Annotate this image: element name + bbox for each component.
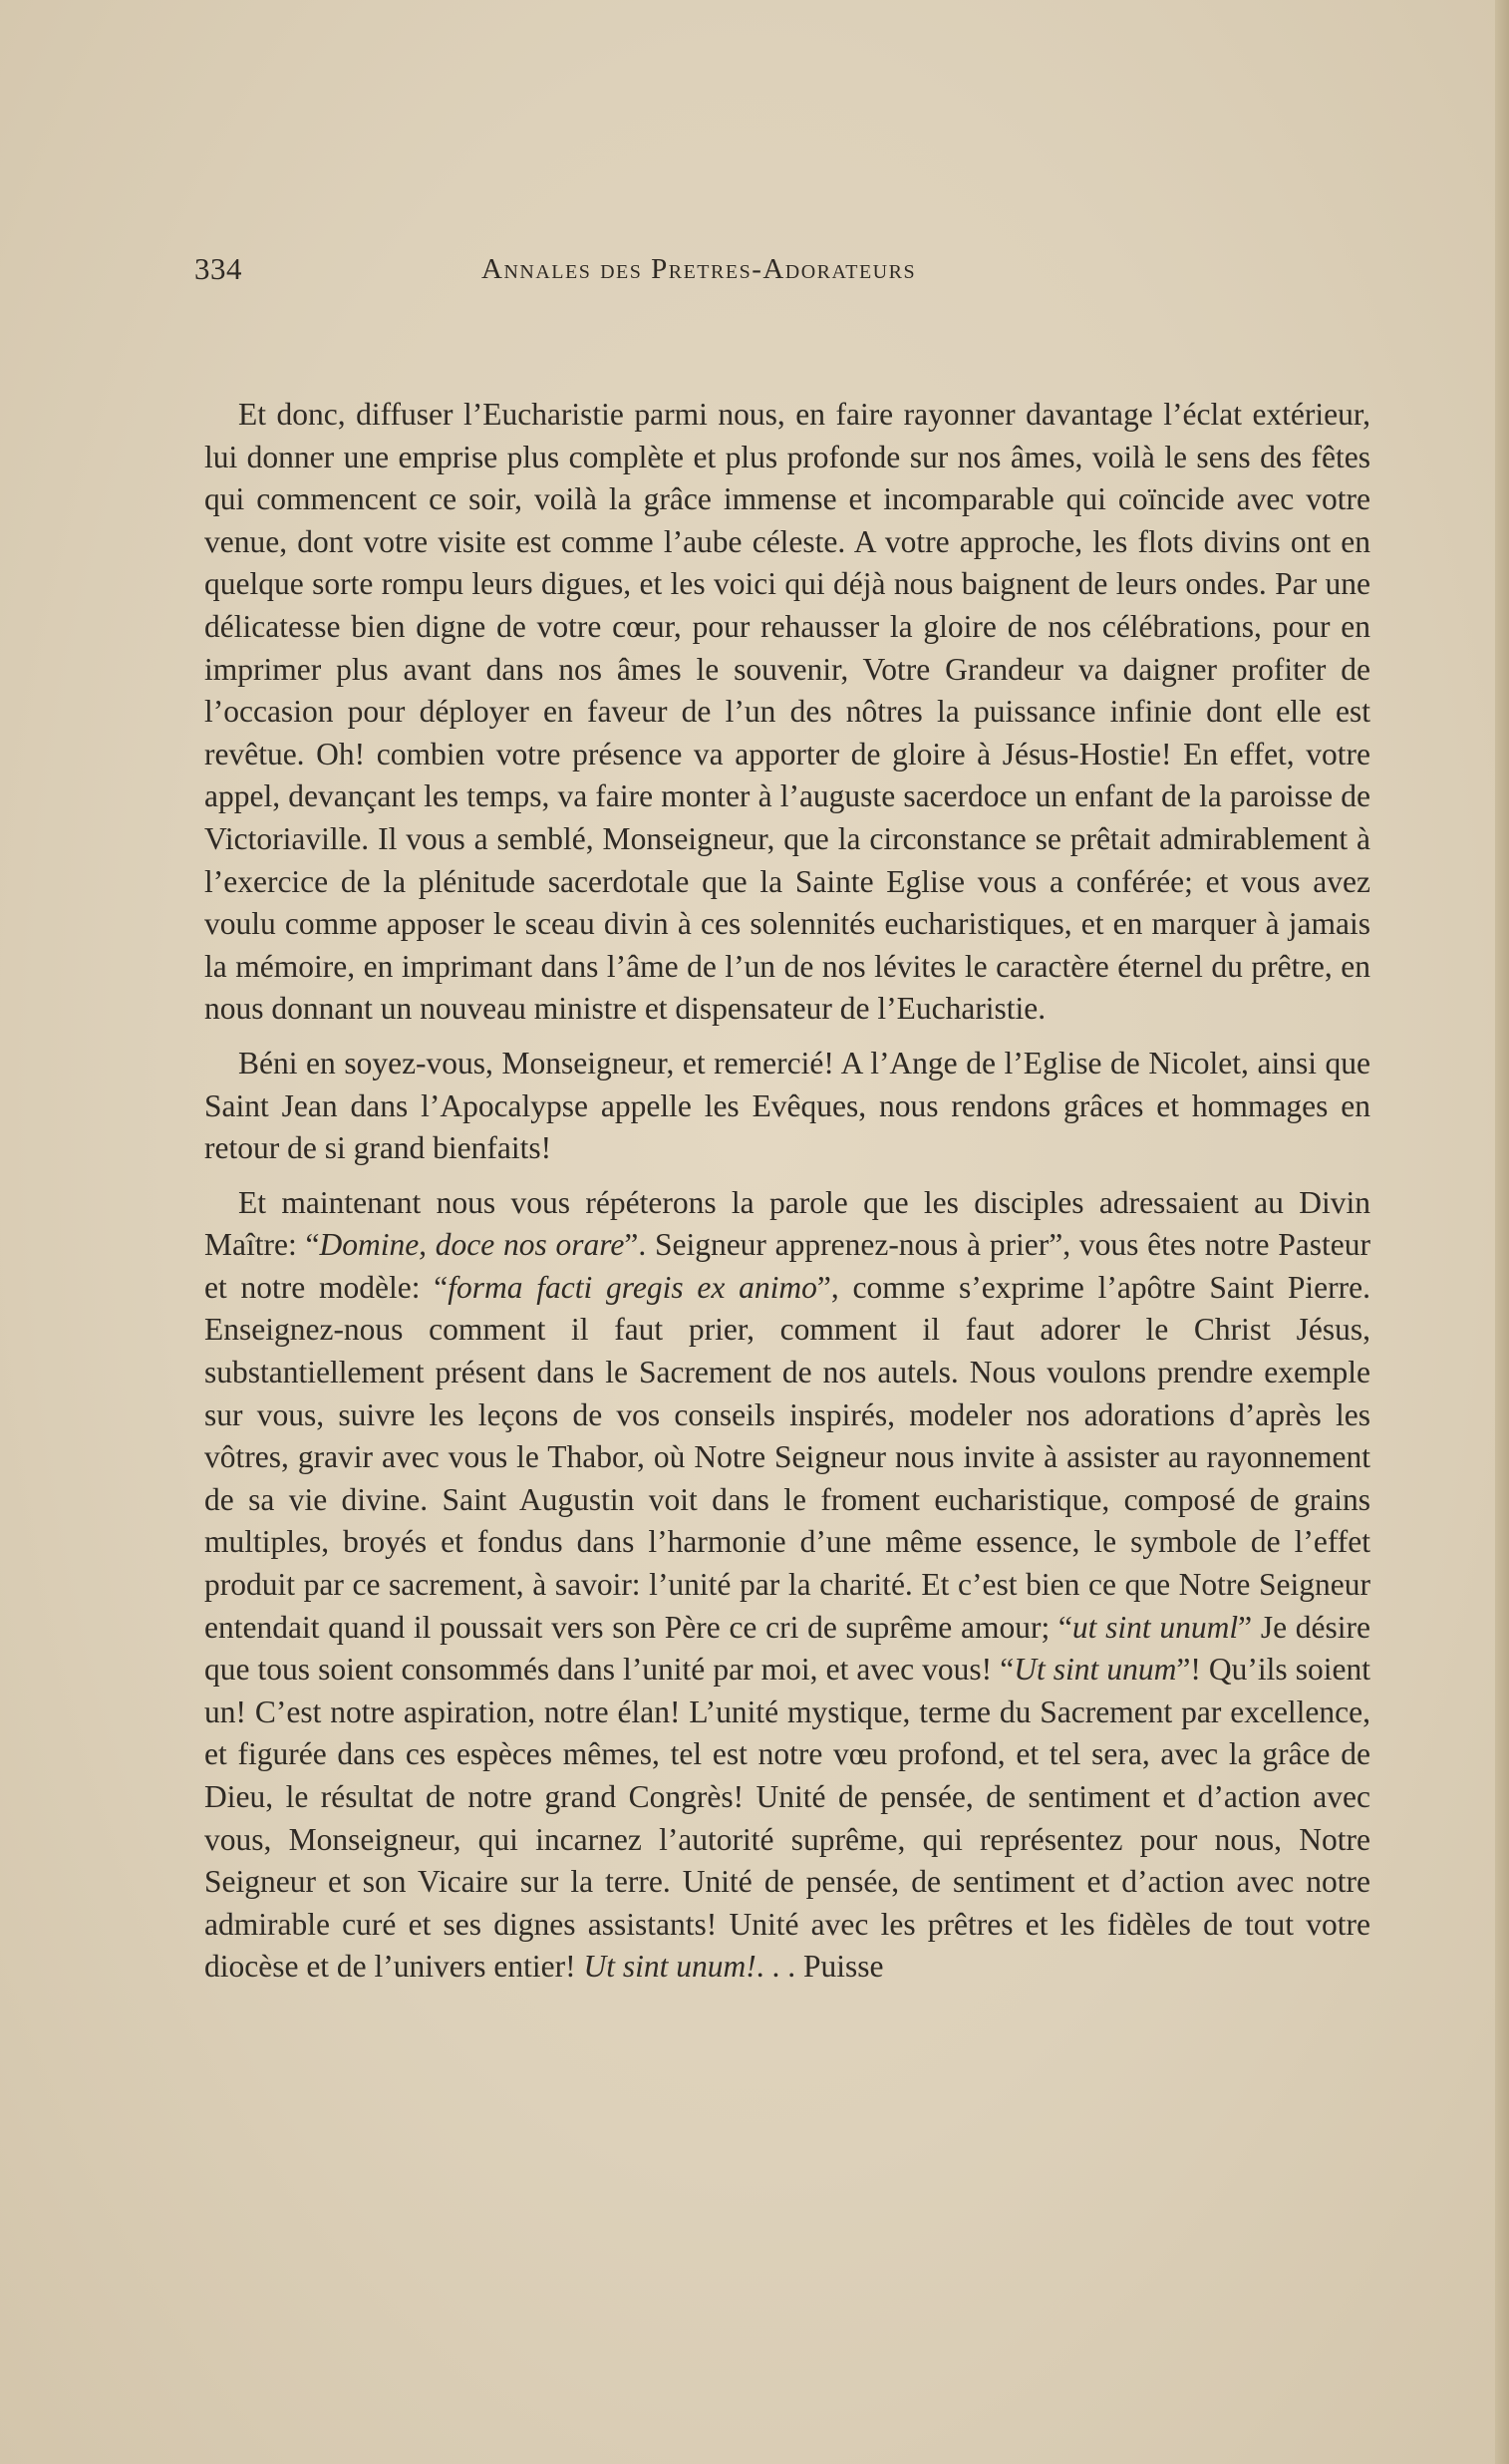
latin-quote-ut-sint-1: ut sint unuml — [1071, 1609, 1239, 1645]
paragraph-1: Et donc, diffuser l’Eucharistie parmi nous, en faire rayonner davantage l’éclat extérieur, lui donner une emprise plus complète et plus profonde sur nos âmes, voilà le sens des fêtes qui commencent ce soir, voilà la grâce immense et incomparable qui coïncide avec votre venue, dont votre visite est comme l’aube céleste. A votre approche, les flots divins ont en quelque sorte rompu leurs digues, et les voici qui déjà nous baignent de leurs ondes. Par une délicatesse bien digne de votre cœur, pour rehausser la gloire de nos célébrations, pour en imprimer plus avant dans nos âmes le souvenir, Votre Grandeur va daigner profiter de l’occasion pour déployer en faveur de l’un des nôtres la puissance infinie dont elle est revêtue. Oh! combien votre présence va apporter de gloire à Jésus-Hostie! En effet, votre appel, devançant les temps, va faire monter à l’auguste sacerdoce un enfant de la paroisse de Victoriaville. Il vous a semblé, Monseigneur, que la circonstance se prêtait admirablement à l’exercice de la plénitude sacerdotale que la Sainte Eglise vous a conférée; et vous avez voulu comme apposer le sceau divin à ces solennités eucharistiques, et en marquer à jamais la mémoire, en imprimant dans l’âme de l’un de nos lévites le caractère éternel du prêtre, en nous donnant un nouveau ministre et dispensateur de l’Eucharistie. — [204, 397, 1370, 1027]
latin-quote-ut-sint-2: Ut sint unum — [1014, 1652, 1177, 1688]
latin-quote-domine: Domine, doce nos orare — [319, 1227, 625, 1263]
latin-quote-ut-sint-3: Ut sint unum! — [583, 1949, 756, 1985]
paragraph-2: Béni en soyez-vous, Monseigneur, et remercié! A l’Ange de l’Eglise de Nicolet, ainsi que Saint Jean dans l’Apocalypse appelle les Evêques, nous rendons grâces et hommages en retour de si grand bienfaits! — [204, 1045, 1370, 1166]
latin-quote-forma: forma facti gregis ex animo — [448, 1269, 817, 1305]
paragraph-3-text-d: ” Je désire que tous soient consommés dans l’unité par moi, et avec vous! “ — [204, 1609, 1371, 1688]
paragraph-3-text-a: Et maintenant nous vous répéterons la parole que les disciples adressaient au Divin Maître: “ — [204, 1184, 1370, 1263]
running-title: Annales des Pretres-Adorateurs — [481, 253, 917, 285]
paragraph-3-text-e: ”! Qu’ils soient un! C’est notre aspiration, notre élan! L’unité mystique, terme du Sacrement par excellence, et figurée dans ces espèces mêmes, tel est notre vœu profond, et tel sera, avec la grâce de Dieu, le résultat de notre grand Congrès! Unité de pensée, de sentiment et d’action avec vous, Monseigneur, qui incarnez l’autorité suprême, qui représentez pour nous, Notre Seigneur et son Vicaire sur la terre. Unité de pensée, de sentiment et d’action avec notre admirable curé et ses dignes assistants! Unité avec les prêtres et les fidèles de tout votre diocèse et de l’univers entier! — [204, 1652, 1370, 1985]
page-number: 334 — [194, 251, 242, 286]
page-edge — [1495, 0, 1509, 2464]
paragraph-3-text-f: . . . Puisse — [755, 1949, 884, 1985]
page-header — [194, 251, 1081, 291]
body-text — [204, 394, 1370, 2001]
paragraph-3-text-b: ”. Seigneur apprenez-nous à prier”, vous êtes notre Pasteur et notre modèle: “ — [204, 1227, 1371, 1305]
paragraph-3-text-c: ”, comme s’exprime l’apôtre Saint Pierre. Enseignez-nous comment il faut prier, comment il faut adorer le Christ Jésus, substantiellement présent dans le Sacrement de nos autels. Nous voulons prendre exemple sur vous, suivre les leçons de vos conseils inspirés, modeler nos adorations d’après les vôtres, gravir avec vous le Thabor, où Notre Seigneur nous invite à assister au rayonnement de sa vie divine. Saint Augustin voit dans le froment eucharistique, composé de grains multiples, broyés et fondus dans l’harmonie d’une même essence, le symbole de l’effet produit par ce sacrement, à savoir: l’unité par la charité. Et c’est bien ce que Notre Seigneur entendait quand il poussait vers son Père ce cri de suprême amour; “ — [204, 1269, 1371, 1645]
paragraph-3 — [204, 1182, 1370, 1989]
